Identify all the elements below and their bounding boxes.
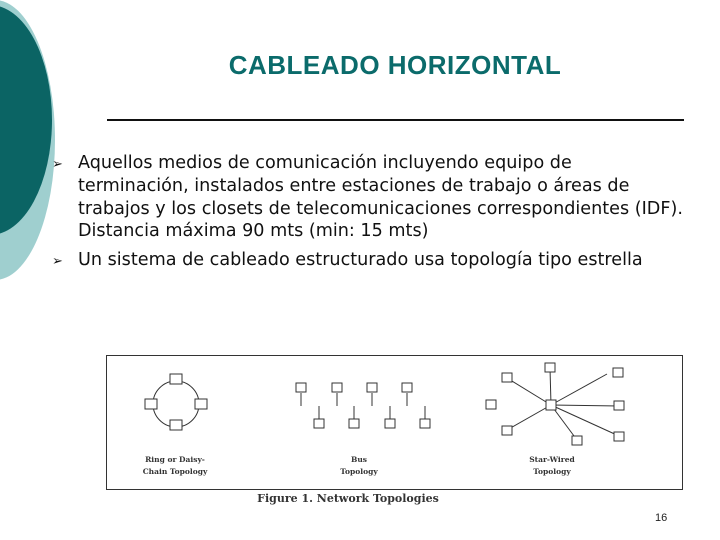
bullet-item: [52, 152, 688, 243]
star-label-line1: Star-Wired: [529, 455, 575, 464]
bullet-list: [52, 152, 688, 278]
star-label-line2: Topology: [533, 467, 571, 476]
star-topology-diagram: [486, 363, 624, 445]
ring-label-line1: Ring or Daisy-: [145, 455, 205, 464]
bullet-text: Aquellos medios de comunicación incluyendo equipo de terminación, instalados entre estaciones de trabajo o áreas de trabajos y los closets de telecomunicaciones correspondientes (IDF). Distancia máxima 90 mts (min: 15 mts): [78, 153, 683, 242]
ring-label-line2: Chain Topology: [142, 467, 208, 476]
bus-topology-diagram: [296, 383, 430, 428]
title-underline: [107, 119, 684, 121]
arrowhead-bullet-icon: ➢: [52, 157, 63, 172]
bus-label-line2: Topology: [340, 467, 378, 476]
ring-topology-diagram: [145, 374, 207, 430]
bullet-item: [52, 249, 688, 272]
page-number: 16: [655, 512, 668, 524]
figure-caption: Figure 1. Network Topologies: [257, 492, 439, 505]
network-topologies-figure: [106, 355, 683, 490]
bus-label-line1: Bus: [350, 455, 368, 464]
arrowhead-bullet-icon: ➢: [52, 254, 63, 270]
decorative-circles: [0, 0, 80, 300]
slide-title: CABLEADO HORIZONTAL: [228, 50, 562, 80]
bullet-text: Un sistema de cableado estructurado usa topología tipo estrella: [78, 250, 643, 271]
